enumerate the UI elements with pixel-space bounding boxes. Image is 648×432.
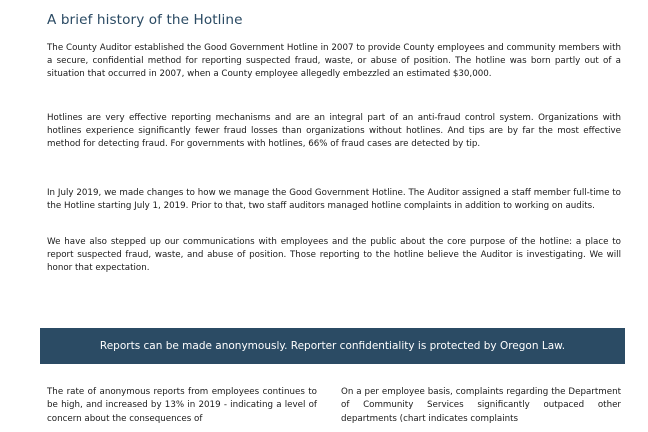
column-right-text: On a per employee basis, complaints regarding the Department of Community Services significantly outpaced other departments (chart indicates complaints <box>341 387 621 424</box>
paragraph-hotline-effectiveness: Hotlines are very effective reporting mechanisms and are an integral part of an anti-fraud control system. Organizations with hotlines experience significantly fewer fraud losses than organizations without hotlines. And tips are by far the most effective method for detecting fraud. For governments with hotlines, 66% of fraud cases are detected by tip. <box>47 113 621 150</box>
paragraph-hotline-changes: In July 2019, we made changes to how we manage the Good Government Hotline. The Auditor assigned a staff member full-time to the Hotline starting July 1, 2019. Prior to that, two staff auditors managed hotline complaints in addition to working on audits. <box>47 188 621 212</box>
banner-text: Reports can be made anonymously. Reporter confidentiality is protected by Oregon Law. <box>99 340 566 352</box>
anonymity-banner <box>40 328 625 364</box>
paragraph-hotline-communications: We have also stepped up our communications with employees and the public about the core purpose of the hotline: a place to report suspected fraud, waste, and abuse of position. Those reporting to the hotline believe the Auditor is investigating. We will honor that expectation. <box>47 237 621 274</box>
paragraph-hotline-origin: The County Auditor established the Good Government Hotline in 2007 to provide County employees and community members with a secure, confidential method for reporting suspected fraud, waste, or abuse of position. The hotline was born partly out of a situation that occurred in 2007, when a County employee allegedly embezzled an estimated $30,000. <box>47 43 621 80</box>
column-left-text: The rate of anonymous reports from employees continues to be high, and increased by 13% in 2019 - indicating a level of concern about the consequences of <box>47 387 317 424</box>
section-heading: A brief history of the Hotline <box>47 12 243 28</box>
